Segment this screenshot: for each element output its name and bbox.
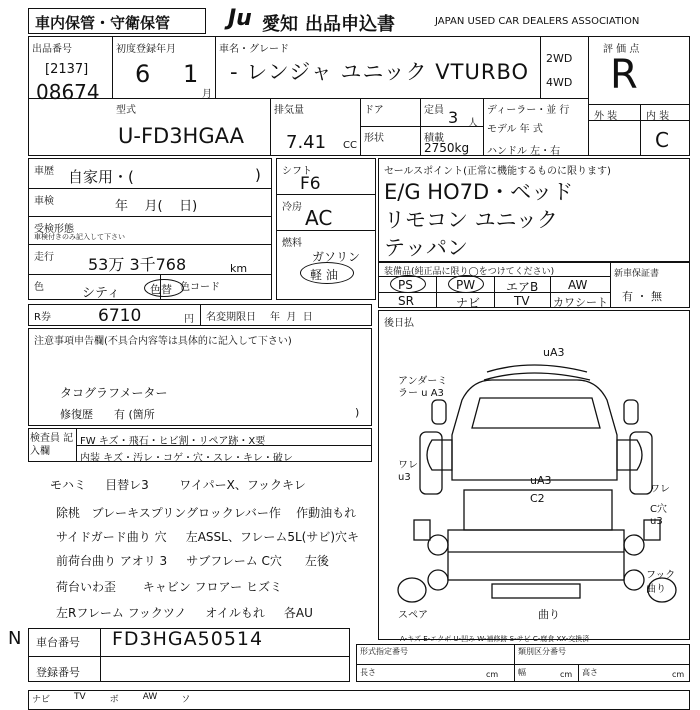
org-name: 愛知 [262,14,298,35]
chassis-label: 車台番号 [36,636,80,649]
equip-sr: SR [398,294,414,308]
load-label: 積載 [424,133,444,144]
damage-right: ワレ [650,484,670,495]
lot-prefix: [2137] [45,62,89,77]
ac-value: AC [305,206,333,230]
capacity-unit: 人 [468,118,478,129]
shape-label: 形状 [364,133,384,144]
registration-label: 登録番号 [36,666,80,679]
km-unit: km [230,262,248,275]
inspector-label: 検査員 記入欄 [30,433,74,457]
rating-value: R [610,52,638,98]
first-reg-label: 初度登録年月 [116,44,176,55]
damage-bottom-right-1: フック [646,570,676,581]
equip-pw: PW [456,278,476,292]
footer-item: TV [74,692,86,702]
damage-bottom: 曲り [538,608,560,621]
recycle-label: R券 [34,312,51,323]
equipment-label: 装備品(純正品に限り◯をつけてください) [384,267,555,277]
damage-left: ワレ u3 [398,460,418,483]
receive-label: 受検形態 [34,224,74,235]
shift-value: F6 [300,174,321,194]
selling-points-label: セールスポイント(正常に機能するものに限ります) [384,166,611,177]
ac-label: 冷房 [282,202,302,213]
inspector-note: 除桃 ブレーキスプリングロックレバー作 作動油もれ [56,506,357,520]
notes-label: 注意事項申告欄(不具合内容等は具体的に記入して下さい) [34,336,292,347]
inspection-value: 年 月( 日) [115,199,198,214]
chassis-number: FD3HGA50514 [112,628,264,650]
model-grade-label: 車名・グレード [219,44,289,55]
repair-close: ) [355,406,360,419]
selling-point-1: E/G HO7D・ベッド [384,180,574,204]
equip-navi: ナビ [456,296,481,310]
notes-text: タコグラフメーター [60,386,168,400]
equip-aw: AW [568,278,588,292]
warranty-value: 有 ・ 無 [622,290,662,303]
mileage-label: 走行 [34,252,54,263]
height-unit: cm [672,670,685,679]
receive-note: 車検付きのみ記入して下さい [34,233,125,241]
lot-number: 08674 [36,80,100,104]
month-unit: 月 [202,89,212,100]
footer-item: ソ [181,695,191,705]
color-value: シティ [82,286,120,301]
damage-front-left: アンダーミラー u A3 [398,376,448,399]
yen-unit: 円 [184,314,194,325]
model-code: U-FD3HGAA [118,124,244,148]
margin-mark: N [8,628,22,649]
dealer-label: ディーラー・並 行 [487,105,570,116]
door-label: ドア [364,105,384,116]
fuel-gasoline: ガソリン [312,250,361,264]
history-label: 車歴 [34,166,54,177]
inspector-note: 左Rフレーム フックツノ オイルもれ 各AU [56,606,313,620]
color-code-label: 色コード [180,282,220,293]
equip-ps: PS [398,278,413,292]
footer-items [32,692,190,705]
footer-item: ボ [109,695,119,705]
interior-label: 内 装 [646,111,670,122]
displacement-label: 排気量 [274,105,304,116]
form-title: 出品申込書 [305,14,395,35]
equip-ps-circle [390,275,426,293]
storage-label: 車内保管・守衛保管 [35,14,171,32]
inspector-codes-1: FW キズ・飛石・ヒビ割・リペア跡・X要 [80,436,266,447]
color-label: 色 [34,282,44,293]
damage-center-2: C2 [530,492,545,505]
equip-tv: TV [514,294,530,308]
capacity-value: 3 [448,108,459,127]
selling-point-3: テッパン [384,236,468,260]
association-name: JAPAN USED CAR DEALERS ASSOCIATION [435,16,640,27]
format-label: 形式指定番号 [360,647,408,656]
length-unit: cm [486,670,499,679]
inspector-note: 前荷台曲り アオリ 3 サブフレーム C穴 左後 [56,554,329,568]
model-year-label: モデル 年 式 [487,124,543,135]
equip-pw-circle [448,275,484,293]
damage-center-1: uA3 [530,474,552,487]
history-close: ) [255,166,261,184]
damage-top: uA3 [543,346,565,359]
damage-right-lower: C穴 u3 [650,504,667,527]
selling-point-2: リモコン ユニック [384,208,558,232]
footer-item: AW [142,692,158,702]
rating-label: 評 価 点 [603,44,640,55]
inspection-label: 車検 [34,196,54,207]
load-value: 2750kg [424,141,470,155]
inspector-codes-2: 内装 キズ・汚レ・コゲ・穴・スレ・キレ・破レ [80,453,293,464]
type-label: 型式 [116,105,136,116]
equip-airbag: エアB [506,280,539,294]
width-unit: cm [560,670,573,679]
cc-unit: CC [343,140,357,151]
lot-label: 出品番号 [32,44,72,55]
warranty-label: 新車保証書 [614,269,660,279]
footer-item: ナビ [32,695,51,705]
exterior-label: 外 装 [594,111,618,122]
repair-value: 有 (箇所 [114,408,155,421]
after-date-label: 後日払 [384,318,414,329]
drive-4wd: 4WD [546,76,573,89]
damage-bottom-left: スペア [398,610,428,621]
storage-label-box [28,8,206,34]
mileage-value: 53万 3千768 [88,255,187,274]
capacity-label: 定員 [424,105,444,116]
model-grade: - レンジャ ユニック VTURBO [230,60,530,84]
name-change-date: 年 月 日 [270,312,313,323]
interior-grade: C [655,128,669,152]
name-change-label: 名変期限日 [206,312,256,323]
displacement-value: 7.41 [286,132,327,153]
damage-legend: A-キズ E-エクボ U-凹み W-補修跡 S-サビ C-腐食 XX-交換済 [400,635,590,643]
height-label: 高さ [582,668,598,677]
history-value: 自家用・( [68,168,134,186]
width-label: 幅 [518,668,526,677]
reg-month: 1 [183,60,199,88]
handle-label: ハンドル 左・右 [487,146,561,157]
length-label: 長さ [360,668,376,677]
repair-label: 修復歴 [60,408,93,421]
inspector-note: 荷台いわ歪 キャビン フロアー ヒズミ [56,580,282,594]
class-label: 類別区分番号 [518,647,566,656]
equip-leather-seat: カワシート [553,296,608,309]
fuel-diesel: 軽 油 [310,268,338,282]
fuel-label: 燃料 [282,238,302,249]
drive-2wd: 2WD [546,52,573,65]
inspector-note: モハミ 目替レ3 ワイパーX、フックキレ [50,478,306,492]
damage-bottom-right-2: 曲り [646,584,666,595]
shift-label: シフト [282,166,312,177]
color-change: 色替 [150,283,172,296]
inspector-note: サイドガード曲り 穴 左ASSL、フレーム5L(サビ)穴キ [56,530,360,544]
recycle-amount: 6710 [98,306,142,326]
reg-year: 6 [135,60,151,88]
ju-logo: Ju [228,6,252,31]
